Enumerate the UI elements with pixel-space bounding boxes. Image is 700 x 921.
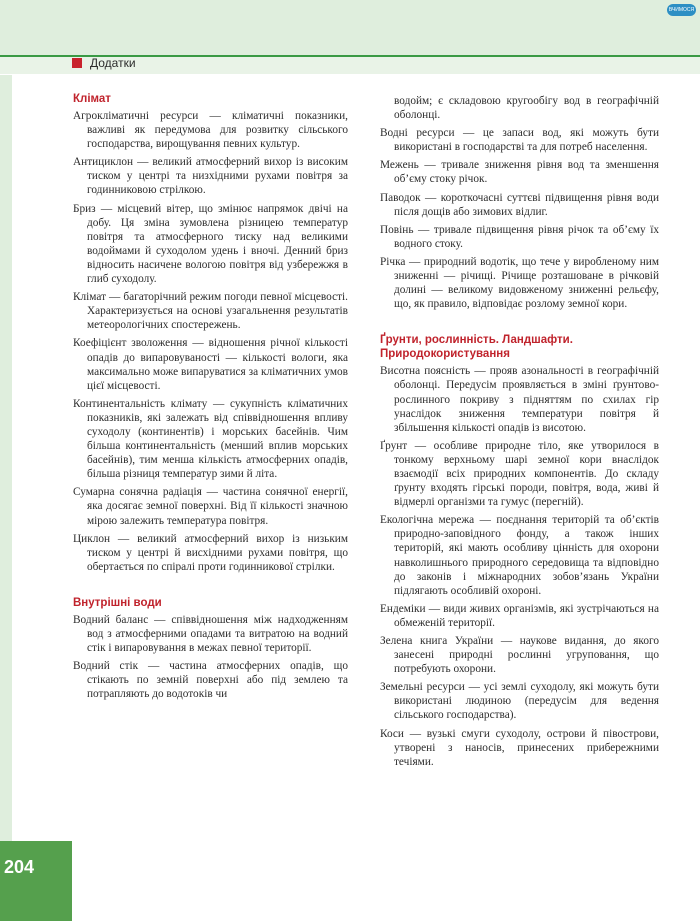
glossary-heading: Ґрунти, рослинність. Ландшафти. Природокористування	[380, 334, 573, 361]
section-marker-icon	[72, 58, 82, 68]
section-label: Додатки	[90, 56, 136, 70]
right-column-groups	[380, 126, 659, 769]
right-column	[380, 94, 659, 773]
glossary-entry: Паводок — короткочасні суттєві підвищення рівня води після дощів або зимових відлиг.	[380, 191, 659, 218]
left-column	[73, 92, 348, 705]
glossary-entry: Річка — природний водотік, що тече у виробленому ним зниженні — річищі. Річище розташоване в річковій долині — великому видовженому зниженні рельєфу, що, як правило, відповідає розлому земної кори.	[380, 255, 659, 311]
left-margin-band	[0, 75, 12, 921]
glossary-entry: Земельні ресурси — усі землі суходолу, які можуть бути використані людиною (передусім для ведення сільського господарства).	[380, 681, 659, 722]
page-number-tab	[0, 841, 72, 921]
glossary-entry: Клімат — багаторічний режим погоди певної місцевості. Характеризується на основі узагальнення результатів метеорологічних спостережень.	[73, 291, 348, 332]
glossary-entry: Межень — тривале зниження рівня вод та зменшення об’єму стоку річок.	[380, 159, 659, 186]
glossary-entry: Агрокліматичні ресурси — кліматичні показники, важливі як передумова для розвитку сільського господарства, вирощування певних культур.	[73, 110, 348, 151]
glossary-entry: Екологічна мережа — поєднання територій та об’єктів природно-заповідного фонду, а також інших територій, які мають особливу цінність для охорони навколишнього природного середовища та відповідно до законів і міжнародних зобов’язань України підлягають особливій охороні.	[380, 514, 659, 597]
glossary-entry: Водний стік — частина атмосферних опадів, що стікають по земній поверхні або під землею та потрапляють до водотоків чи	[73, 660, 348, 701]
glossary-entry: Бриз — місцевий вітер, що змінює напрямок двічі на добу. Ця зміна зумовлена різницею температур повітря та атмосферного тиску над великими водоймами й суходолом удень і вночі. Денний бриз відносить насичене вологою повітря від узбережжя в глиб суходолу.	[73, 202, 348, 286]
glossary-entry: Коси — вузькі смуги суходолу, острови й півострови, утворені з наносів, принесених прибережними течіями.	[380, 727, 659, 768]
glossary-entry: Ендеміки — види живих організмів, які зустрічаються на обмеженій території.	[380, 602, 659, 629]
continued-entry: водойм; є складовою кругообігу вод в географічній оболонці.	[394, 95, 659, 122]
glossary-entry: Циклон — великий атмосферний вихор із низьким тиском у центрі й висхідними рухами повітря, що обертається по спіралі проти годинникової стрілки.	[73, 532, 348, 573]
glossary-entry: Повінь — тривале підвищення рівня річок та об’єму їх водного стоку.	[380, 223, 659, 250]
glossary-entry: Водний баланс — співвідношення між надходженням вод з атмосферними опадами та витратою на водний стік і випаровування в межах певної території.	[73, 613, 348, 655]
glossary-entry: Антициклон — великий атмосферний вихор із високим тиском у центрі та низхідними рухами повітря за годинниковою стрілкою.	[73, 156, 348, 197]
page-number: 204	[4, 857, 35, 877]
glossary-entry: Зелена книга України — наукове видання, до якого занесені природні рослинні угруповання, що потребують охорони.	[380, 635, 659, 676]
section-gap	[380, 315, 659, 333]
section-gap	[73, 578, 348, 596]
top-band	[0, 0, 700, 55]
glossary-entry: Ґрунт — особливе природне тіло, яке утворилося в тонкому верхньому шарі земної кори внаслідок взаємодії всіх природних компонентів. До складу ґрунту входять гірські породи, повітря, вода, живі й відмерлі організми та гумус (перегній).	[380, 439, 659, 509]
glossary-entry: Висотна поясність — прояв азональності в географічній оболонці. Передусім проявляється в зміні ґрунтово-рослинного покриву з підняттям по схилах гір унаслідок зниження температури повітря й збільшення кількості опадів із висотою.	[380, 365, 659, 434]
glossary-entry: Континентальність клімату — сукупність кліматичних показників, які залежать від співвідношення впливу суходолу (континентів) і морських басейнів. Чим більша континентальність (менший вплив морських басейнів), тим менша кількість атмосферних опадів, більша різниця температур зими й літа.	[73, 397, 348, 481]
glossary-entry: Водні ресурси — це запаси вод, які можуть бути використані в господарстві та для потреб населення.	[380, 127, 659, 154]
glossary-entry: Сумарна сонячна радіація — частина сонячної енергії, яка досягає земної поверхні. Від її кількості значною мірою залежить температура повітря.	[73, 486, 348, 527]
publisher-logo: ВЧИМОСЯ	[667, 4, 696, 16]
glossary-entry: Коефіцієнт зволоження — відношення річної кількості опадів до випаровуваності — кількості вологи, яка максимально може випаруватися за кліматичних умов цієї місцевості.	[73, 337, 348, 392]
glossary-heading: Клімат	[73, 93, 111, 105]
glossary-heading: Внутрішні води	[73, 596, 162, 609]
